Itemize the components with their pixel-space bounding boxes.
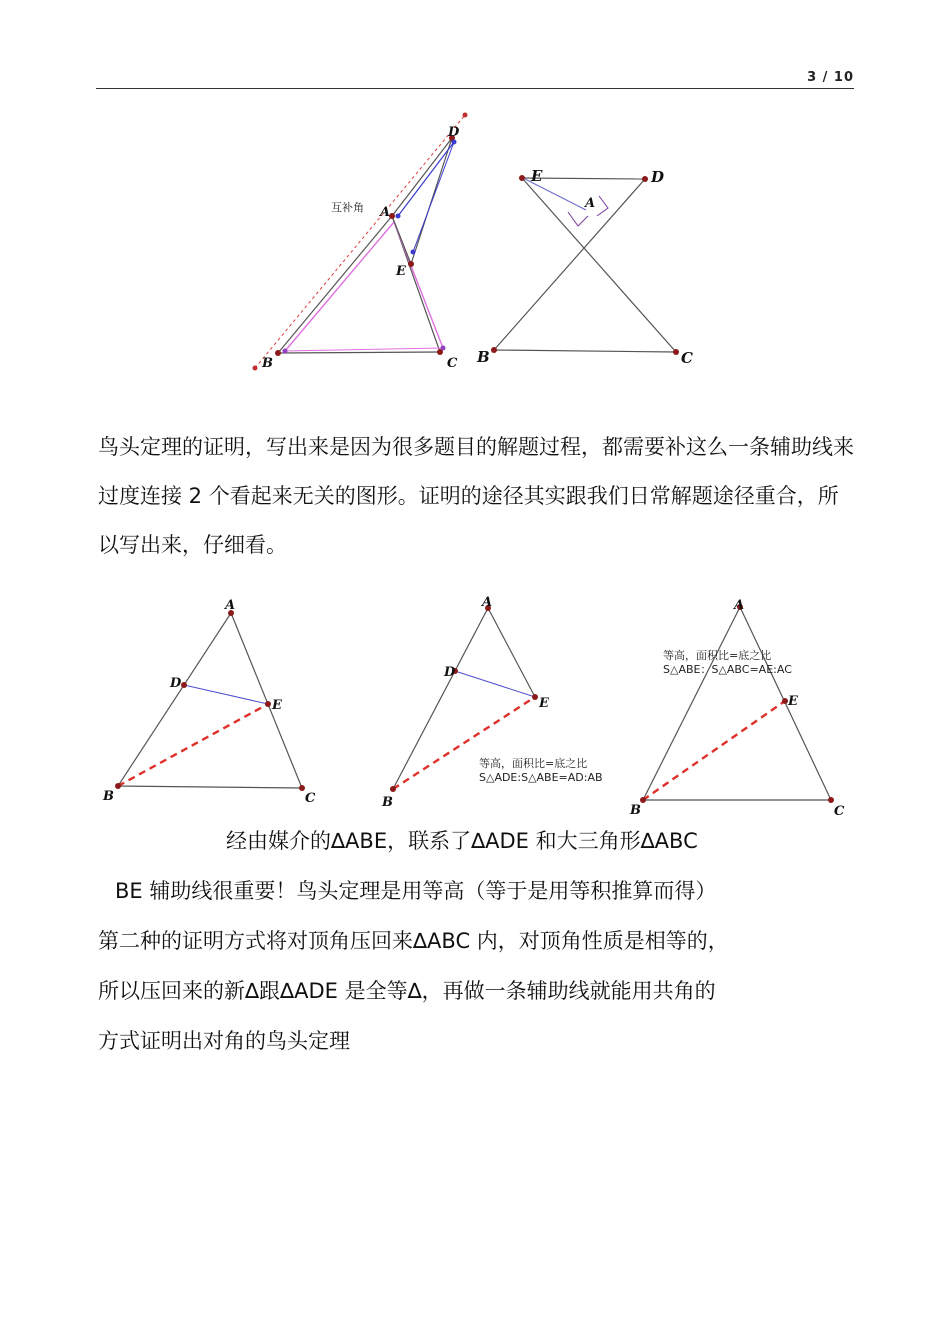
label-e: E <box>539 696 549 711</box>
extension-dashed-line <box>255 115 465 368</box>
label-b: B <box>103 789 114 804</box>
label-c: C <box>447 356 458 371</box>
segment-bc <box>278 352 440 353</box>
label-b: B <box>477 348 490 366</box>
segment-ac <box>231 613 302 788</box>
point <box>253 366 258 371</box>
point <box>411 250 416 255</box>
point-e <box>532 694 538 700</box>
point <box>463 113 468 118</box>
segment-ab <box>643 607 740 800</box>
segment-ab <box>393 608 488 789</box>
label-d: D <box>651 168 665 186</box>
bird-head-supplementary-diagram <box>253 113 468 372</box>
segment-ec <box>522 178 676 352</box>
segment-ad <box>392 138 452 216</box>
label-d: D <box>444 665 456 680</box>
label-c: C <box>681 349 693 367</box>
label-b: B <box>382 795 393 810</box>
point-d <box>181 682 187 688</box>
paragraph-intro: 鸟头定理的证明，写出来是因为很多题目的解题过程，都需要补这么一条辅助线来过度连接 2 个看起来无关的图形。证明的途径其实跟我们日常解题途径重合，所以写出来，仔细看。 <box>98 435 854 557</box>
pink-segment-3 <box>285 348 443 351</box>
label-a: A <box>225 598 236 613</box>
label-d: D <box>170 676 182 691</box>
page-number: 3 / 10 <box>807 70 854 85</box>
text-line-5: 方式证明出对角的鸟头定理 <box>98 1029 350 1053</box>
segment-db <box>494 179 645 350</box>
supplementary-angle-label: 互补角 <box>331 201 364 214</box>
note-line-1: 等高，面积比=底之比 <box>479 757 588 770</box>
point-d <box>642 176 648 182</box>
label-d: D <box>448 125 460 140</box>
label-c: C <box>305 791 316 806</box>
segment-bc <box>494 350 676 352</box>
point <box>452 140 457 145</box>
note-line-2: S△ADE:S△ABE=AD:AB <box>479 771 603 784</box>
label-a: A <box>380 205 391 220</box>
text-line-3: 第二种的证明方式将对顶角压回来∆ABC 内，对顶角性质是相等的， <box>98 929 729 953</box>
label-b: B <box>630 803 641 818</box>
segment-de <box>184 685 268 704</box>
note-line-1: 等高，面积比=底之比 <box>663 649 772 662</box>
segment-be-dashed <box>643 701 785 800</box>
point-b <box>275 350 281 356</box>
figure-middle <box>0 590 950 830</box>
segment-ab <box>118 613 231 786</box>
label-e: E <box>272 698 282 713</box>
text-line-1: 经由媒介的∆ABE，联系了∆ADE 和大三角形∆ABC <box>226 829 698 853</box>
text-line-4: 所以压回来的新∆跟∆ADE 是全等∆，再做一条辅助线就能用共角的 <box>98 979 716 1003</box>
right-angle-mark-right <box>597 196 608 216</box>
point <box>396 214 401 219</box>
point-e <box>265 701 271 707</box>
blue-segment-2 <box>413 142 454 252</box>
triangle-2-diagram <box>381 595 603 810</box>
right-angle-mark-left <box>568 212 588 226</box>
point-b <box>491 347 497 353</box>
point <box>441 346 446 351</box>
note-line-2: S△ABE：S△ABC=AE:AC <box>663 663 792 676</box>
bird-head-vertical-angle-diagram <box>476 167 693 367</box>
segment-be-dashed <box>118 704 268 786</box>
label-c: C <box>834 804 845 819</box>
segment-bc <box>118 786 302 788</box>
segment-ba <box>278 216 392 353</box>
point-c <box>673 349 679 355</box>
point-b <box>115 783 121 789</box>
point-e <box>408 261 414 267</box>
label-b: B <box>262 356 273 371</box>
label-e: E <box>788 694 798 709</box>
triangle-1-diagram <box>102 598 316 806</box>
point-c <box>828 797 834 803</box>
point-b <box>390 786 396 792</box>
blue-segment-1 <box>398 142 454 216</box>
pink-segment-1 <box>285 222 394 351</box>
point <box>283 349 288 354</box>
point-e <box>519 175 525 181</box>
label-e: E <box>531 167 543 185</box>
text-line-2: BE 辅助线很重要！鸟头定理是用等高（等于是用等积推算而得） <box>115 879 717 903</box>
label-a: A <box>482 595 493 610</box>
triangle-3-diagram <box>629 598 845 819</box>
figure-top-left <box>0 0 950 400</box>
label-a: A <box>734 598 745 613</box>
label-a: A <box>585 196 596 211</box>
label-e: E <box>396 264 406 279</box>
segment-ae <box>392 216 411 264</box>
